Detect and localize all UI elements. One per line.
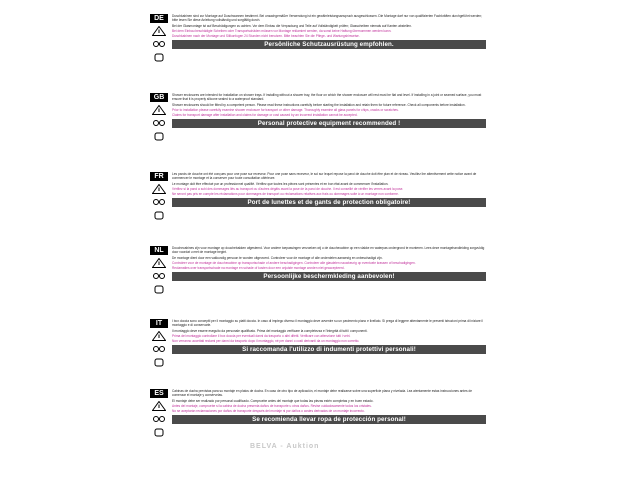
warning-icons (150, 182, 168, 223)
warning-triangle-icon (152, 331, 166, 341)
highlight-paragraph: Antes del montaje, compruebe si la cabina de ducha presenta daños de transporte u otros daños. Revise cuidadosamente todos los cristales. (172, 403, 372, 408)
section-de (150, 14, 486, 49)
paragraph: Shower enclosures are intended for installation on shower trays. If installing without a shower tray, the floor on which the shower enclosure will rest must be flat and level. If installing in a joint or seamed surface, you must ensure that it is properly silicone sealed to a waterproof standard. (172, 93, 482, 102)
paragraph: Les parois de douche ont été conçues pour une pose sur receveur. Pour une pose sans receveur, le sol sur lequel repose la paroi de douche doit être plan et de niveau. Veuillez lire attentivement cette notice avant de commencer le montage et la conserver pour toute consultation ultérieure. (172, 172, 477, 181)
body-text (172, 246, 486, 271)
highlight-paragraph: Bei dem Einbau beschädigte Scheiben oder Transportschäden müssen vor Montage reklamiert werden, da sonst keine Haftung übernommen werden kann. (172, 28, 392, 33)
body-text (172, 172, 486, 197)
language-code: IT (150, 319, 168, 328)
section-nl (150, 246, 486, 281)
protection-banner: Personal protective equipment recommended ! (172, 119, 486, 128)
warning-icons (150, 256, 168, 297)
highlight-paragraph: Prima del montaggio controllare il box doccia per eventuali danni da trasporto o altri difetti. Verificare con attenzione tutti i vetri. (172, 333, 351, 338)
paragraph: Shower enclosures should be fitted by a competent person. Please read these instructions carefully before starting the installation and retain them for future reference. Check all components before installation. (172, 102, 466, 107)
warning-triangle-icon (152, 401, 166, 411)
warning-triangle-icon (152, 105, 166, 115)
highlight-paragraph: Reclamaties over transportschade na montage en schade of kosten door een onjuiste montage worden niet geaccepteerd. (172, 266, 345, 271)
highlight-paragraph: No se aceptarán reclamaciones por daños de transporte después del montaje ni por daños o costes derivados de un montaje incorrecto. (172, 409, 365, 414)
body-text (172, 319, 486, 344)
language-code: ES (150, 389, 168, 398)
glasses-icon (152, 118, 166, 128)
gloves-icon (152, 131, 166, 141)
paragraph: Douchecabines zijn voor montage op douchebakken afgestemd. Voor andere toepassingen verzoeken wij u de douchecabine op een vlakke en waterpas ondergrond te monteren. Lees deze montagehandleiding zorgvuldig door voordat u met de montage begint. (172, 246, 485, 255)
gloves-icon (152, 284, 166, 294)
glasses-icon (152, 39, 166, 49)
language-code: NL (150, 246, 168, 255)
warning-triangle-icon (152, 258, 166, 268)
section-es (150, 389, 486, 424)
warning-icons (150, 399, 168, 440)
protection-banner: Si raccomanda l'utilizzo di indumenti protettivi personali! (172, 345, 486, 354)
glasses-icon (152, 344, 166, 354)
highlight-paragraph: Ne seront pas pris en compte les réclamations pour dommages de transport ou réclamations relatives aux frais ou dommages suite à un montage non conforme. (172, 192, 399, 197)
paragraph: El montaje debe ser realizado por personal cualificado. Compruebe antes del montaje que todas las piezas estén completas y en buen estado. (172, 398, 374, 403)
body-text (172, 14, 486, 39)
protection-banner: Persönliche Schutzausrüstung empfohlen. (172, 40, 486, 49)
paragraph: Duschkabinen sind zur Montage auf Duschwannen bestimmt. Bei unsachgemäßer Verwendung ist ein gewährleistungsanspruch ausgeschlossen. Die Montage darf nur von qualifizierten Fachkräften durchgeführt werden; bitte lesen Sie diese Anleitung vollständig und sorgfältig durch. (172, 14, 482, 23)
language-code: GB (150, 93, 168, 102)
highlight-paragraph: Duschkabinen nach der Montage und Silikonfugen 24 Stunden nicht benutzen. Bitte beachten Sie die Pflege- und Wartungshinweise. (172, 34, 360, 39)
highlight-paragraph: Controleer voor de montage de douchecabine op transportschade of andere beschadigingen. Controleer alle glasdelen nauwkeurig op eventuele krassen of beschadigingen. (172, 260, 416, 265)
paragraph: Le montage doit être effectué par un professionnel qualifié. Vérifiez que toutes les pièces sont présentes et en bon état avant de commencer l'installation. (172, 181, 389, 186)
paragraph: Bei der Glasmontage ist auf Beschädigungen zu achten. Vor dem Einbau die Verpackung und Teile auf Vollständigkeit prüfen; Glasscheiben niemals auf Kanten abstellen. (172, 23, 412, 28)
gloves-icon (152, 357, 166, 367)
glasses-icon (152, 414, 166, 424)
protection-banner: Persoonlijke beschermkleding aanbevolen! (172, 272, 486, 281)
paragraph: Cabinas de ducha previstas para su montaje en platos de ducha. En caso de otro tipo de aplicación, el montaje debe realizarse sobre una superficie plana y nivelada. Lea atentamente estas instrucciones antes de comenzar el montaje y consérvelas. (172, 389, 472, 398)
gloves-icon (152, 427, 166, 437)
warning-icons (150, 103, 168, 144)
warning-triangle-icon (152, 26, 166, 36)
section-gb (150, 93, 486, 128)
language-code: FR (150, 172, 168, 181)
protection-banner: Port de lunettes et de gants de protection obligatoire! (172, 198, 486, 207)
paragraph: I box doccia sono concepiti per il montaggio su piatti doccia. In caso di impiego diverso il montaggio deve avvenire su un pavimento piano e livellato. Si prega di leggere attentamente le presenti istruzioni prima di iniziare il montaggio e di conservarle. (172, 319, 483, 328)
section-fr (150, 172, 486, 207)
section-it (150, 319, 486, 354)
watermark: BELVA - Auktion (250, 443, 320, 450)
highlight-paragraph: Prior to installation please carefully examine shower enclosure for transport or other damage. Thoroughly examine all glass panels for chips, cracks or scratches. (172, 107, 399, 112)
highlight-paragraph: Claims for transport damage after installation and claims for damage or cost caused by an incorrect installation cannot be accepted. (172, 113, 358, 118)
gloves-icon (152, 52, 166, 62)
highlight-paragraph: Non verranno accettati reclami per danni da trasporto dopo il montaggio, né per danni o costi derivanti da un montaggio non corretto. (172, 339, 360, 344)
paragraph: De montage dient door een vakkundig persoon te worden uitgevoerd. Controleer voor de montage of alle onderdelen aanwezig en onbeschadigd zijn. (172, 255, 383, 260)
warning-icons (150, 329, 168, 370)
body-text (172, 389, 486, 414)
gloves-icon (152, 210, 166, 220)
body-text (172, 93, 486, 118)
glasses-icon (152, 197, 166, 207)
protection-banner: Se recomienda llevar ropa de protección personal! (172, 415, 486, 424)
glasses-icon (152, 271, 166, 281)
warning-icons (150, 24, 168, 65)
warning-triangle-icon (152, 184, 166, 194)
highlight-paragraph: Vérifiez si la paroi a subi des dommages liés au transport ou d'autres dégâts avant la pose de la paroi de douche. Il est conseillé de vérifier les verres avant la pose. (172, 186, 404, 191)
language-code: DE (150, 14, 168, 23)
paragraph: Il montaggio deve essere eseguito da personale qualificato. Prima del montaggio verificare la completezza e l'integrità di tutti i componenti. (172, 328, 368, 333)
